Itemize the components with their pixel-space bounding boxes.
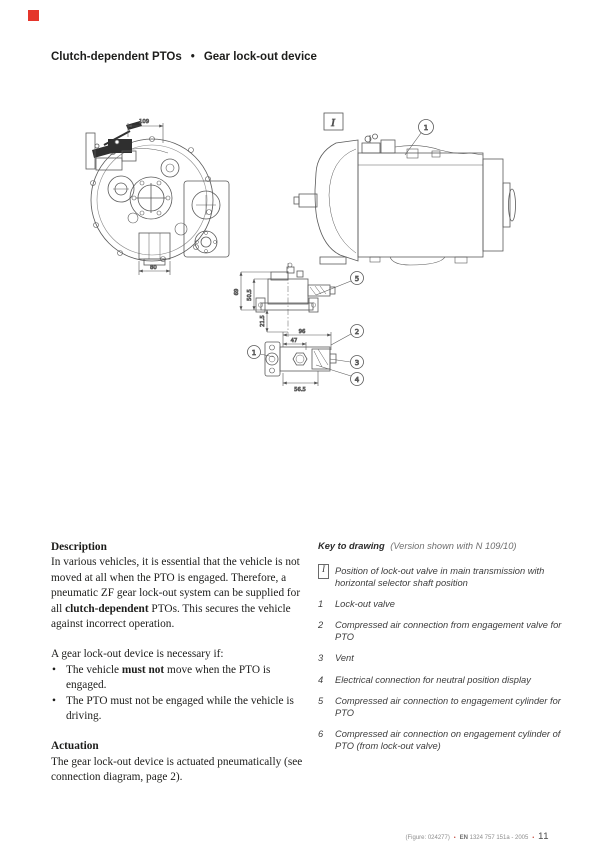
key-item-number: 4 [318,674,324,685]
key-item-section [318,566,564,590]
key-item-6 [318,729,564,753]
bullet-item-2: • The PTO must not be engaged while the vehicle is driving. [52,694,294,723]
key-item-text: Compressed air connection on engagement cylinder of PTO (from lock-out valve) [335,728,561,751]
dim-label-109: 109 [139,119,150,125]
svg-text:47: 47 [290,338,298,344]
left-bearing-cover [108,176,134,202]
key-item-3 [318,653,564,665]
key-item-number: 6 [318,728,324,739]
key-item-text: Electrical connection for neutral position display [335,674,531,685]
key-item-text: Compressed air connection to engagement cylinder for PTO [335,695,561,718]
svg-text:2: 2 [354,327,360,336]
page-title-left: Clutch-dependent PTOs [51,51,182,63]
bold-clutch-dependent: clutch-dependent [65,602,149,615]
key-item-1 [318,599,564,611]
upper-cover [161,159,179,177]
key-heading-title: Key to drawing [318,541,385,551]
svg-text:4: 4 [354,375,360,384]
technical-drawing [0,95,607,430]
transmission-figure [0,95,607,430]
valve-detail-side [234,263,364,337]
svg-text:69: 69 [234,288,240,296]
key-item-5 [318,696,564,720]
footer-doc-number: EN 1324 757 151a - 2005 [459,835,529,841]
bullet-icon: • [52,663,56,676]
key-item-text: Vent [335,653,354,664]
dim-label-80: 80 [150,265,157,271]
bottom-cover [139,233,170,265]
section-marker-label: I [331,117,335,129]
rear-section [483,159,516,251]
key-heading-note: (Version shown with N 109/10) [390,541,517,551]
key-item-2 [318,620,564,644]
svg-text:21.5: 21.5 [260,315,266,327]
bullet-icon: • [52,694,56,707]
input-shaft [299,194,317,207]
key-item-4 [318,675,564,687]
page-number: 11 [538,831,549,842]
page-footer [405,831,549,842]
page-title-right: Gear lock-out device [203,51,317,63]
key-item-number: 1 [318,598,324,609]
actuation-paragraph: The gear lock-out device is actuated pneumatically (see connection diagram, page 2). [51,755,303,784]
central-flange [130,177,172,219]
key-item-number: 2 [318,620,324,631]
description-heading: Description [51,541,107,553]
lockout-valve-front [86,121,142,170]
gearbox-body [358,153,483,257]
svg-text:1: 1 [251,348,257,357]
red-section-marker [28,10,39,21]
key-item-number-boxed: I [318,564,329,579]
balloon-leader [405,133,421,155]
side-view-drawing [294,113,516,265]
key-item-text: Compressed air connection from engagement valve for PTO [335,620,562,642]
bold-must-not: must not [121,663,165,676]
title-bullet-separator: • [190,51,195,63]
svg-text:3: 3 [354,358,360,367]
footer-separator: • [453,835,456,841]
key-item-number: 3 [318,653,324,664]
description-column [51,540,313,786]
front-view-drawing [86,119,229,275]
valve-detail-top [248,325,364,394]
bell-housing [315,140,358,261]
lockout-valve-side [362,134,483,158]
svg-text:50.5: 50.5 [247,289,253,301]
svg-text:5: 5 [354,274,360,283]
bullet-item-1: • The vehicle must not move when the PTO is engaged. [52,663,271,692]
dim-front-width [128,123,163,143]
svg-text:1: 1 [423,124,429,132]
description-paragraph: In various vehicles, it is essential that the vehicle is not moved at all when the PTO is engaged. Therefore, a pneumatic ZF gear lock-out system can be supplied for all clutch-dependent PTOs. This secures the vehicle against incorrect operation. [51,556,301,631]
footer-figure-ref: (Figure: 024277) [405,835,450,841]
svg-text:96: 96 [298,329,306,335]
key-item-text: Lock-out valve [335,598,395,609]
footer-separator: • [532,835,535,841]
key-to-drawing-column [318,541,564,762]
page-title [51,51,317,63]
key-item-number: 5 [318,695,324,706]
key-heading [318,541,564,553]
key-item-text: Position of lock-out valve in main transmission with horizontal selector shaft position [335,565,545,588]
actuation-heading: Actuation [51,740,99,753]
necessary-if-line: A gear lock-out device is necessary if: [51,648,224,661]
svg-text:56.5: 56.5 [294,387,306,393]
